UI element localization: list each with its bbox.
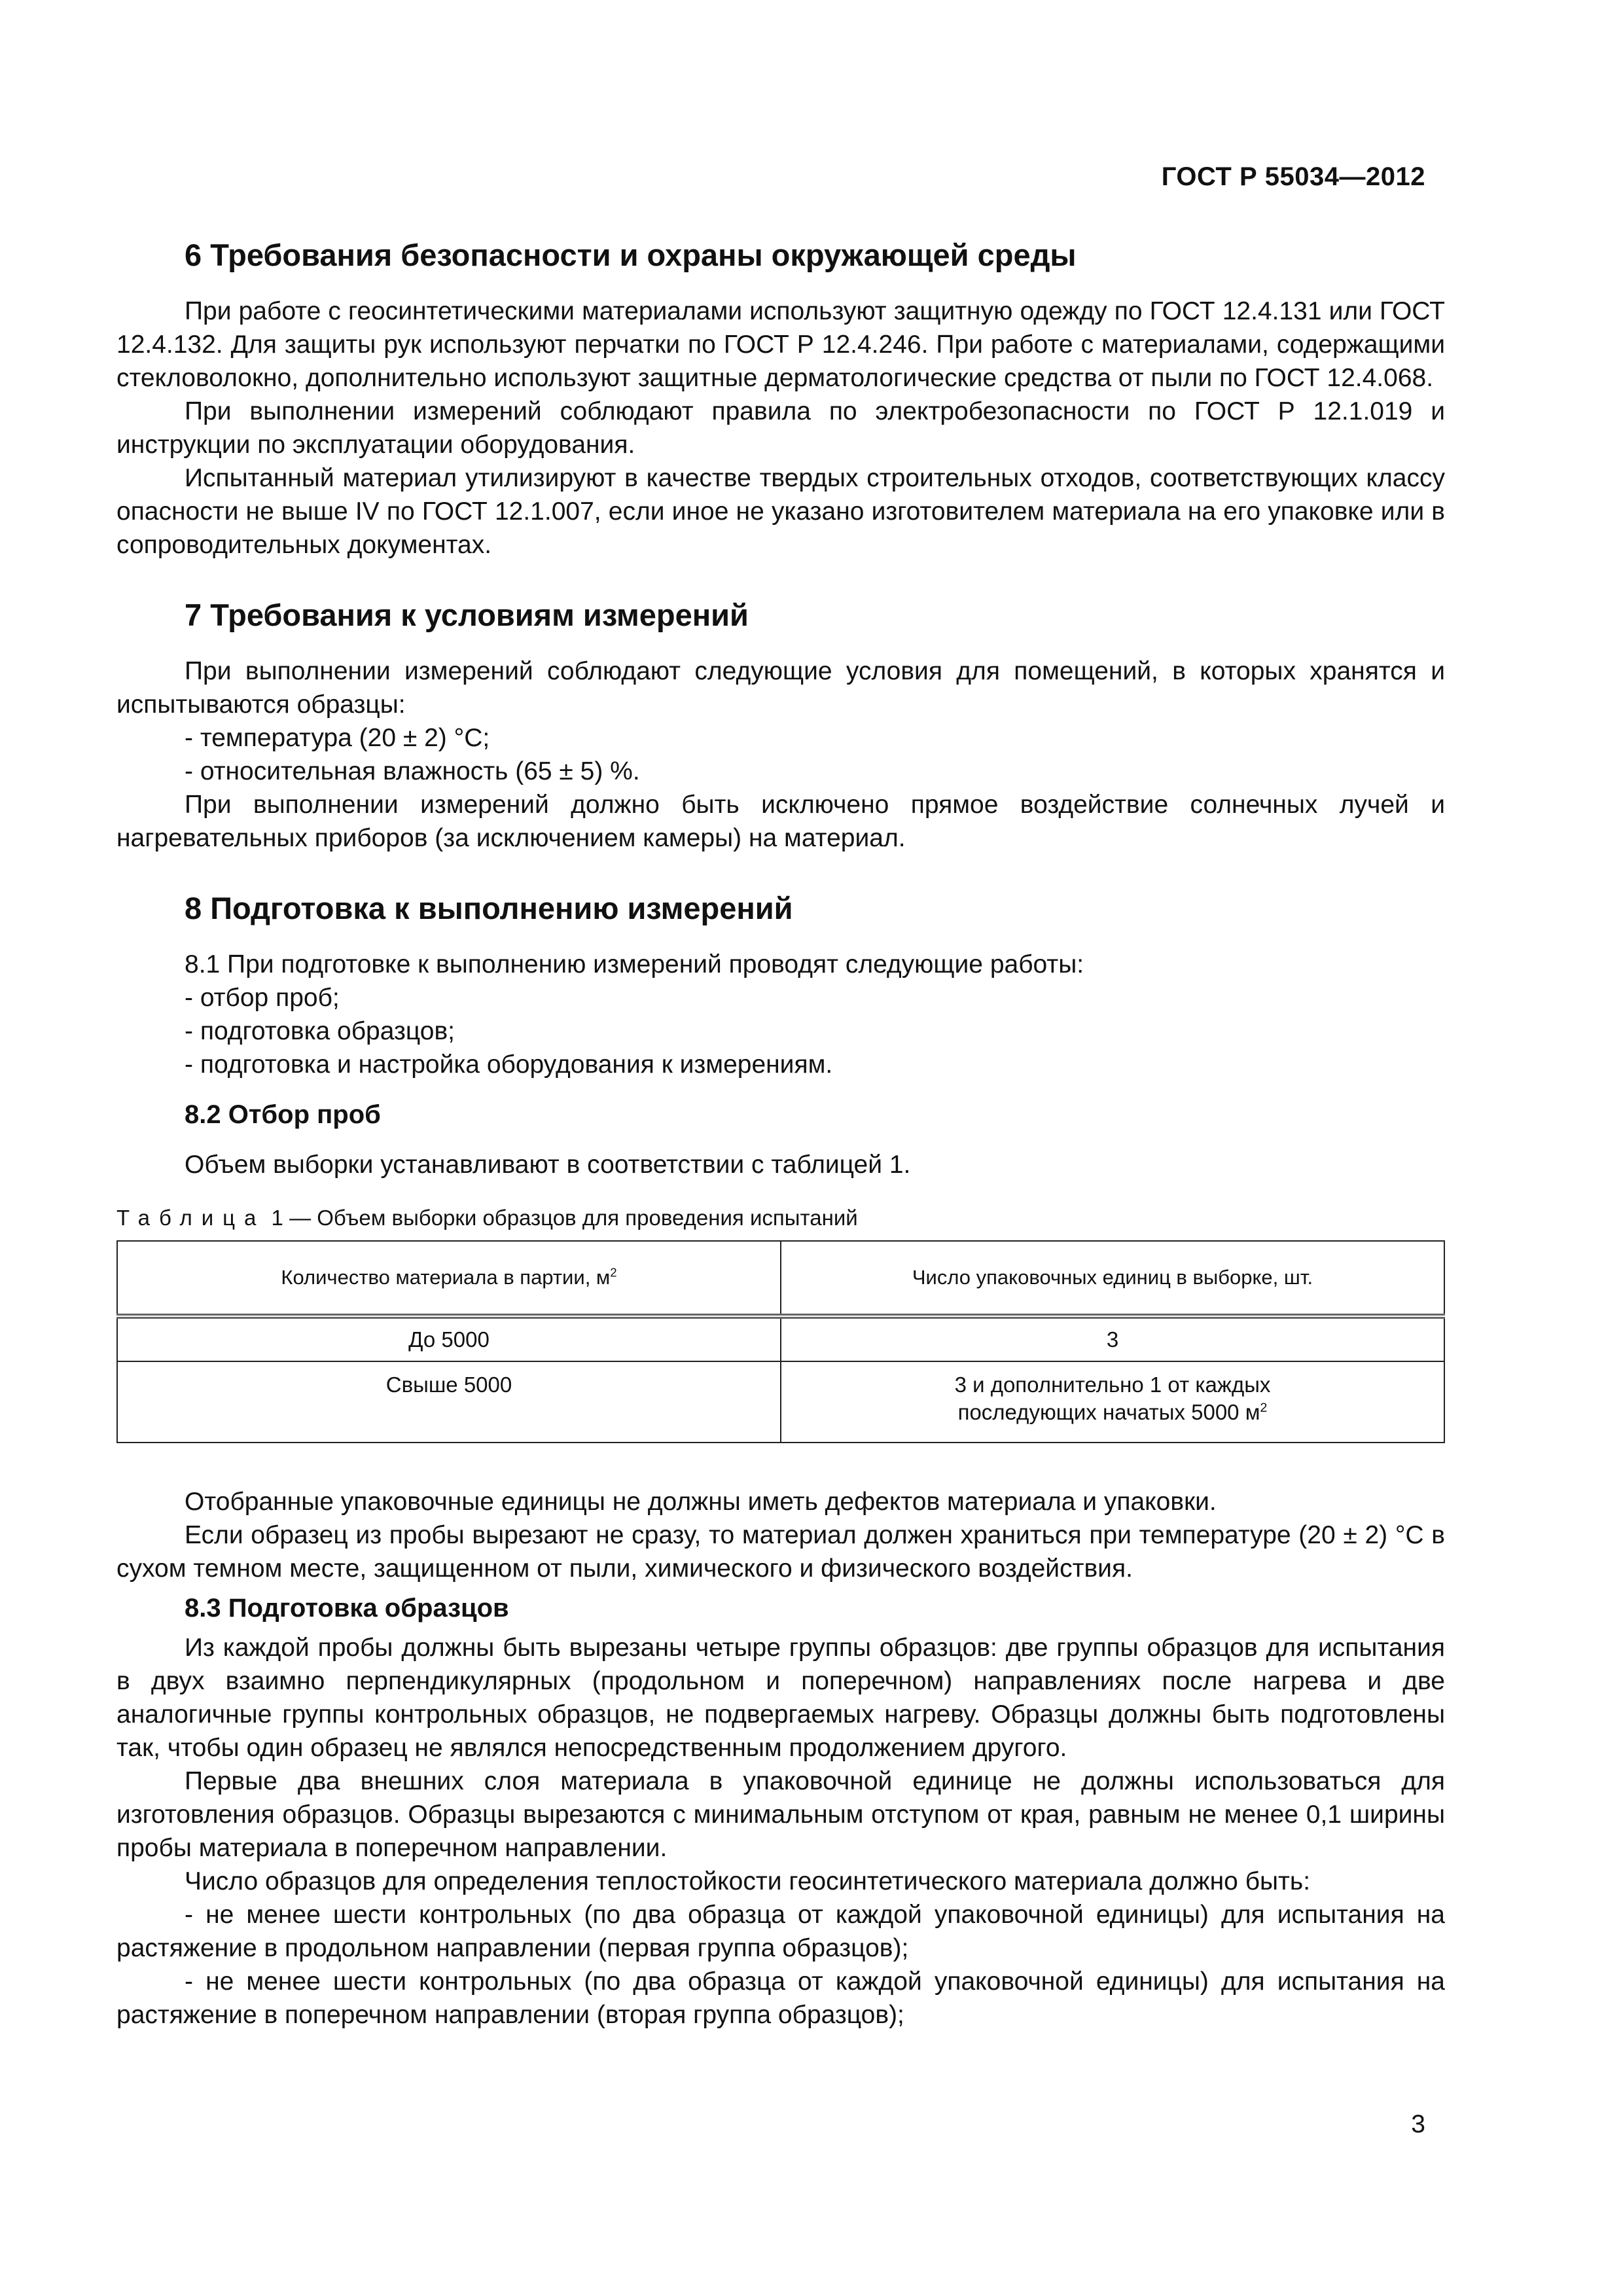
section-8-3-list-item: - не менее шести контрольных (по два образца от каждой упаковочной единицы) для испытания на растяжение в продольном направлении (первая группа образцов); xyxy=(116,1901,1445,1962)
table-cell: 3 xyxy=(781,1316,1444,1361)
section-8-list-item: - подготовка и настройка оборудования к измерениям. xyxy=(185,1050,833,1079)
table-cell: 3 и дополнительно 1 от каждых последующих начатых 5000 $м^2$ xyxy=(781,1361,1444,1443)
after-table-paragraph-2: Если образец из пробы вырезают не сразу, то материал должен храниться при температуре (20 ± 2) °С в сухом темном месте, защищенном от пыли, химического и физического воздействия. xyxy=(116,1521,1445,1583)
section-8-list-item: - отбор проб; xyxy=(185,984,340,1012)
section-6-paragraph-1: При работе с геосинтетическими материалами используют защитную одежду по ГОСТ 12.4.131 или ГОСТ 12.4.132. Для защиты рук используют перчатки по ГОСТ Р 12.4.246. При работе с материалами, содержащими стекловолокно, дополнительно используют защитные дерматологические средства от пыли по ГОСТ 12.4.068. xyxy=(116,297,1445,392)
table-header-units: Число упаковочных единиц в выборке, шт. xyxy=(781,1241,1444,1316)
table-row xyxy=(117,1361,1444,1443)
section-6-paragraph-2: При выполнении измерений соблюдают правила по электробезопасности по ГОСТ Р 12.1.019 и инструкции по эксплуатации оборудования. xyxy=(116,397,1445,459)
section-8-title: 8 Подготовка к выполнению измерений xyxy=(185,891,793,925)
table-cell: До 5000 xyxy=(117,1316,781,1361)
table-header-quantity: Количество материала в партии, $м^2$ xyxy=(117,1241,781,1316)
section-8-2-title: 8.2 Отбор проб xyxy=(185,1100,381,1129)
page-content xyxy=(116,236,1445,2032)
section-8-3-paragraph-2: Первые два внешних слоя материала в упаковочной единице не должны использоваться для изготовления образцов. Образцы вырезаются с минимальным отступом от края, равным не менее 0,1 ширины пробы материала в поперечном направлении. xyxy=(116,1767,1445,1862)
table-caption-text: 1 — Объем выборки образцов для проведения испытаний xyxy=(265,1206,858,1230)
section-8-3-list-item: - не менее шести контрольных (по два образца от каждой упаковочной единицы) для испытания на растяжение в поперечном направлении (вторая группа образцов); xyxy=(116,1967,1445,2029)
sample-size-table xyxy=(116,1240,1445,1443)
section-8-list-item: - подготовка образцов; xyxy=(185,1017,455,1045)
section-8-3-title: 8.3 Подготовка образцов xyxy=(185,1594,509,1623)
section-7-paragraph-2: При выполнении измерений должно быть исключено прямое воздействие солнечных лучей и нагревательных приборов (за исключением камеры) на материал. xyxy=(116,791,1445,852)
page-number: 3 xyxy=(1411,2110,1425,2138)
section-7-title: 7 Требования к условиям измерений xyxy=(185,598,749,632)
section-7-list-item: - относительная влажность (65 ± 5) %. xyxy=(185,757,640,785)
section-6-paragraph-3: Испытанный материал утилизируют в качестве твердых строительных отходов, соответствующих классу опасности не выше IV по ГОСТ 12.1.007, если иное не указано изготовителем материала на его упаковке или в сопроводительных документах. xyxy=(116,464,1445,559)
section-8-3-paragraph-3: Число образцов для определения теплостойкости геосинтетического материала должно быть: xyxy=(185,1867,1311,1895)
table-cell: Свыше 5000 xyxy=(117,1361,781,1443)
section-8-1-paragraph: 8.1 При подготовке к выполнению измерений проводят следующие работы: xyxy=(185,950,1084,978)
table-header-row xyxy=(117,1241,1444,1316)
table-1-caption xyxy=(116,1204,1445,1232)
section-8-3-paragraph-1: Из каждой пробы должны быть вырезаны четыре группы образцов: две группы образцов для испытания в двух взаимно перпендикулярных (продольном и поперечном) направлениях после нагрева и две аналогичные группы контрольных образцов, не подвергаемых нагреву. Образцы должны быть подготовлены так, чтобы один образец не являлся непосредственным продолжением другого. xyxy=(116,1634,1445,1762)
section-8-2-paragraph: Объем выборки устанавливают в соответствии с таблицей 1. xyxy=(185,1151,911,1179)
document-id-header: ГОСТ Р 55034—2012 xyxy=(1161,162,1425,191)
table-row xyxy=(117,1316,1444,1361)
section-7-paragraph-1: При выполнении измерений соблюдают следующие условия для помещений, в которых хранятся и испытываются образцы: xyxy=(116,657,1445,719)
table-caption-word: Таблица xyxy=(116,1206,266,1230)
section-6-title: 6 Требования безопасности и охраны окружающей среды xyxy=(185,238,1077,272)
section-7-list-item: - температура (20 ± 2) °С; xyxy=(185,724,490,752)
after-table-paragraph-1: Отобранные упаковочные единицы не должны иметь дефектов материала и упаковки. xyxy=(185,1488,1217,1516)
